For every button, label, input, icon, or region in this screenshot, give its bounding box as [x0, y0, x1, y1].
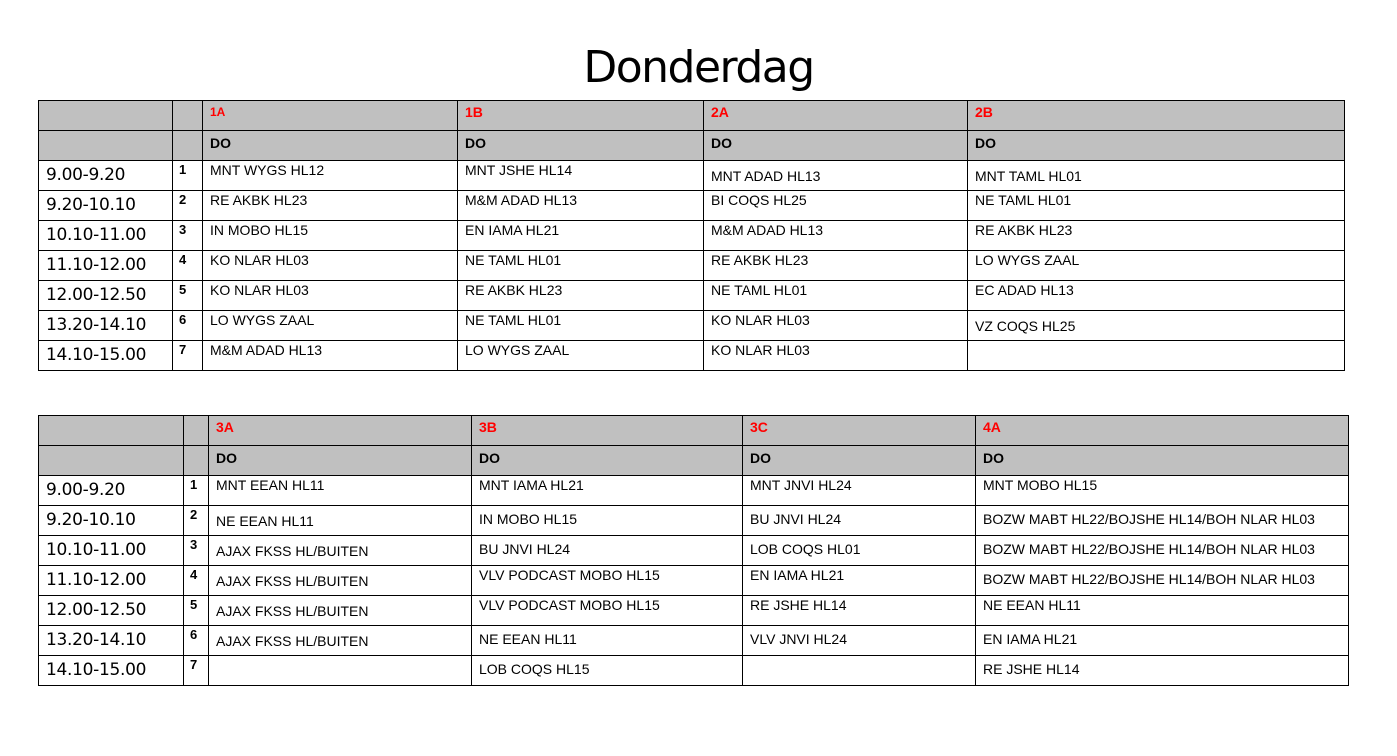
day-header: [203, 131, 458, 161]
class-label: 3B: [479, 419, 497, 435]
class-header: [976, 416, 1349, 446]
lesson: AJAX FKSS HL/BUITEN: [216, 543, 369, 559]
lesson-cell: [209, 656, 472, 686]
table-row: [39, 536, 1349, 566]
period-cell: [173, 191, 203, 221]
table-row: [39, 341, 1345, 371]
lesson: [968, 341, 1344, 342]
lesson-cell: [458, 341, 704, 371]
header-blank: [39, 131, 173, 161]
class-header-row: [39, 101, 1345, 131]
class-header: [209, 416, 472, 446]
day-header: [209, 446, 472, 476]
lesson-cell: [976, 536, 1349, 566]
time-slot: 10.10-11.00: [46, 225, 147, 245]
period-cell: [173, 311, 203, 341]
lesson: RE AKBK HL23: [975, 222, 1073, 238]
lesson: RE AKBK HL23: [711, 252, 809, 268]
period-cell: [184, 566, 209, 596]
lesson: BOZW MABT HL22/BOJSHE HL14/BOH NLAR HL03: [983, 571, 1315, 587]
page-title: Donderdag: [583, 42, 814, 93]
time-cell: [39, 161, 173, 191]
period-cell: [184, 596, 209, 626]
day-header-row: [39, 131, 1345, 161]
lesson-cell: [968, 161, 1345, 191]
lesson: LOB COQS HL15: [479, 661, 590, 677]
time-cell: [39, 251, 173, 281]
lesson: BOZW MABT HL22/BOJSHE HL14/BOH NLAR HL03: [983, 541, 1315, 557]
lesson: [209, 656, 471, 657]
lesson: AJAX FKSS HL/BUITEN: [216, 603, 369, 619]
period-number: 4: [190, 567, 198, 582]
lesson: LO WYGS ZAAL: [210, 312, 315, 328]
time-cell: [39, 341, 173, 371]
class-label: 2A: [711, 104, 729, 120]
lesson: IN MOBO HL15: [210, 222, 309, 238]
header-blank: [39, 101, 173, 131]
day-label: DO: [479, 450, 500, 466]
header-blank: [39, 446, 184, 476]
day-label: DO: [210, 135, 231, 151]
lesson: RE AKBK HL23: [210, 192, 308, 208]
header-blank: [39, 416, 184, 446]
lesson-cell: [743, 656, 976, 686]
lesson: NE TAML HL01: [975, 192, 1072, 208]
lesson-cell: [968, 221, 1345, 251]
lesson: MNT WYGS HL12: [210, 162, 325, 178]
lesson-cell: [743, 596, 976, 626]
period-number: 2: [190, 507, 198, 522]
lesson-cell: [472, 536, 743, 566]
time-cell: [39, 596, 184, 626]
lesson: M&M ADAD HL13: [210, 342, 323, 358]
header-blank: [173, 131, 203, 161]
lesson: MNT MOBO HL15: [983, 477, 1098, 493]
time-slot: 9.00-9.20: [46, 480, 126, 500]
class-header: [968, 101, 1345, 131]
lesson-cell: [458, 161, 704, 191]
day-label: DO: [975, 135, 996, 151]
time-cell: [39, 191, 173, 221]
period-number: 1: [190, 477, 198, 492]
lesson-cell: [203, 281, 458, 311]
lesson: KO NLAR HL03: [711, 312, 810, 328]
day-header: [704, 131, 968, 161]
day-label: DO: [711, 135, 732, 151]
lesson-cell: [472, 476, 743, 506]
lesson-cell: [976, 626, 1349, 656]
day-header-row: [39, 446, 1349, 476]
period-number: 5: [179, 282, 187, 297]
lesson: BI COQS HL25: [711, 192, 807, 208]
lesson-cell: [458, 191, 704, 221]
table-row: [39, 476, 1349, 506]
period-cell: [173, 221, 203, 251]
lesson: BU JNVI HL24: [750, 511, 842, 527]
lesson-cell: [968, 191, 1345, 221]
period-cell: [184, 476, 209, 506]
lesson-cell: [472, 566, 743, 596]
lesson-cell: [472, 626, 743, 656]
lesson-cell: [209, 566, 472, 596]
time-slot: 9.20-10.10: [46, 195, 136, 215]
lesson-cell: [472, 506, 743, 536]
period-number: 4: [179, 252, 187, 267]
day-header: [458, 131, 704, 161]
class-header: [704, 101, 968, 131]
table-row: [39, 656, 1349, 686]
time-slot: 9.20-10.10: [46, 510, 136, 530]
lesson-cell: [458, 281, 704, 311]
lesson: M&M ADAD HL13: [711, 222, 824, 238]
table-row: [39, 596, 1349, 626]
period-cell: [173, 161, 203, 191]
table-row: [39, 626, 1349, 656]
period-cell: [173, 251, 203, 281]
lesson: KO NLAR HL03: [210, 282, 309, 298]
day-header: [976, 446, 1349, 476]
lesson: MNT JSHE HL14: [465, 162, 573, 178]
lesson-cell: [704, 251, 968, 281]
class-label: 3C: [750, 419, 768, 435]
time-slot: 14.10-15.00: [46, 660, 147, 680]
lesson: LO WYGS ZAAL: [465, 342, 570, 358]
lesson-cell: [209, 596, 472, 626]
lesson-cell: [203, 251, 458, 281]
lesson-cell: [472, 596, 743, 626]
lesson-cell: [203, 191, 458, 221]
class-label: 1B: [465, 104, 483, 120]
lesson-cell: [209, 626, 472, 656]
lesson: RE AKBK HL23: [465, 282, 563, 298]
class-label: 1A: [210, 105, 226, 119]
lesson: KO NLAR HL03: [210, 252, 309, 268]
lesson-cell: [743, 476, 976, 506]
lesson-cell: [704, 281, 968, 311]
lesson: BOZW MABT HL22/BOJSHE HL14/BOH NLAR HL03: [983, 511, 1315, 527]
schedule-table-2: [38, 415, 1349, 686]
period-cell: [184, 506, 209, 536]
time-cell: [39, 281, 173, 311]
lesson: [743, 656, 975, 661]
lesson: EN IAMA HL21: [465, 222, 560, 238]
period-number: 7: [190, 657, 198, 672]
time-slot: 14.10-15.00: [46, 345, 147, 365]
lesson-cell: [704, 341, 968, 371]
lesson: AJAX FKSS HL/BUITEN: [216, 573, 369, 589]
day-label: DO: [216, 450, 237, 466]
lesson: MNT IAMA HL21: [479, 477, 584, 493]
time-cell: [39, 506, 184, 536]
period-number: 5: [190, 597, 198, 612]
lesson-cell: [743, 626, 976, 656]
lesson-cell: [976, 596, 1349, 626]
class-label: 4A: [983, 419, 1001, 435]
period-number: 3: [190, 537, 198, 552]
lesson-cell: [968, 251, 1345, 281]
time-slot: 12.00-12.50: [46, 600, 147, 620]
time-cell: [39, 221, 173, 251]
table-row: [39, 191, 1345, 221]
time-slot: 10.10-11.00: [46, 540, 147, 560]
lesson-cell: [743, 506, 976, 536]
lesson-cell: [472, 656, 743, 686]
lesson-cell: [458, 221, 704, 251]
class-header: [458, 101, 704, 131]
table-row: [39, 221, 1345, 251]
time-slot: 13.20-14.10: [46, 630, 147, 650]
lesson: RE JSHE HL14: [983, 661, 1080, 677]
lesson: NE EEAN HL11: [216, 513, 314, 529]
lesson-cell: [203, 341, 458, 371]
period-cell: [184, 536, 209, 566]
lesson: EN IAMA HL21: [750, 567, 845, 583]
lesson-cell: [976, 566, 1349, 596]
lesson: NE TAML HL01: [711, 282, 808, 298]
period-cell: [184, 656, 209, 686]
lesson-cell: [209, 536, 472, 566]
time-slot: 9.00-9.20: [46, 165, 126, 185]
time-cell: [39, 626, 184, 656]
lesson: VLV PODCAST MOBO HL15: [479, 597, 660, 613]
lesson-cell: [458, 311, 704, 341]
lesson: NE TAML HL01: [465, 252, 562, 268]
lesson-cell: [704, 311, 968, 341]
lesson-cell: [704, 161, 968, 191]
lesson-cell: [458, 251, 704, 281]
time-cell: [39, 311, 173, 341]
time-cell: [39, 656, 184, 686]
lesson-cell: [968, 341, 1345, 371]
lesson: LOB COQS HL01: [750, 541, 861, 557]
period-number: 1: [179, 162, 187, 177]
lesson: EN IAMA HL21: [983, 631, 1078, 647]
lesson: BU JNVI HL24: [479, 541, 571, 557]
class-header-row: [39, 416, 1349, 446]
lesson-cell: [203, 161, 458, 191]
time-cell: [39, 536, 184, 566]
lesson-cell: [203, 311, 458, 341]
period-number: 6: [190, 627, 198, 642]
day-header: [472, 446, 743, 476]
table-row: [39, 506, 1349, 536]
table-row: [39, 251, 1345, 281]
time-slot: 11.10-12.00: [46, 255, 147, 275]
table-row: [39, 281, 1345, 311]
lesson: VLV PODCAST MOBO HL15: [479, 567, 660, 583]
class-label: 2B: [975, 104, 993, 120]
period-number: 6: [179, 312, 187, 327]
header-blank: [173, 101, 203, 131]
class-header: [743, 416, 976, 446]
lesson-cell: [704, 191, 968, 221]
lesson-cell: [203, 221, 458, 251]
lesson-cell: [976, 506, 1349, 536]
lesson: VLV JNVI HL24: [750, 631, 848, 647]
day-header: [968, 131, 1345, 161]
lesson: VZ COQS HL25: [975, 318, 1076, 334]
header-blank: [184, 416, 209, 446]
header-blank: [184, 446, 209, 476]
lesson: LO WYGS ZAAL: [975, 252, 1080, 268]
day-label: DO: [750, 450, 771, 466]
period-cell: [173, 281, 203, 311]
lesson: MNT TAML HL01: [975, 168, 1082, 184]
time-slot: 11.10-12.00: [46, 570, 147, 590]
lesson: KO NLAR HL03: [711, 342, 810, 358]
class-label: 3A: [216, 419, 234, 435]
table-row: [39, 566, 1349, 596]
time-cell: [39, 566, 184, 596]
period-number: 3: [179, 222, 187, 237]
class-header: [472, 416, 743, 446]
lesson-cell: [976, 656, 1349, 686]
period-number: 2: [179, 192, 187, 207]
lesson: MNT ADAD HL13: [711, 168, 821, 184]
day-label: DO: [465, 135, 486, 151]
lesson-cell: [968, 281, 1345, 311]
lesson: MNT JNVI HL24: [750, 477, 852, 493]
time-slot: 13.20-14.10: [46, 315, 147, 335]
lesson: AJAX FKSS HL/BUITEN: [216, 633, 369, 649]
lesson: IN MOBO HL15: [479, 511, 578, 527]
schedule-table-1: [38, 100, 1345, 371]
lesson-cell: [743, 536, 976, 566]
class-header: [203, 101, 458, 131]
period-cell: [173, 341, 203, 371]
lesson: M&M ADAD HL13: [465, 192, 578, 208]
lesson: RE JSHE HL14: [750, 597, 847, 613]
lesson: NE EEAN HL11: [983, 597, 1081, 613]
lesson-cell: [209, 506, 472, 536]
lesson: NE TAML HL01: [465, 312, 562, 328]
lesson-cell: [209, 476, 472, 506]
lesson-cell: [704, 221, 968, 251]
lesson: EC ADAD HL13: [975, 282, 1074, 298]
day-label: DO: [983, 450, 1004, 466]
table-row: [39, 311, 1345, 341]
table-row: [39, 161, 1345, 191]
period-number: 7: [179, 342, 187, 357]
time-slot: 12.00-12.50: [46, 285, 147, 305]
lesson-cell: [743, 566, 976, 596]
time-cell: [39, 476, 184, 506]
period-cell: [184, 626, 209, 656]
lesson-cell: [976, 476, 1349, 506]
lesson-cell: [968, 311, 1345, 341]
day-header: [743, 446, 976, 476]
lesson: MNT EEAN HL11: [216, 477, 325, 493]
lesson: NE EEAN HL11: [479, 631, 577, 647]
